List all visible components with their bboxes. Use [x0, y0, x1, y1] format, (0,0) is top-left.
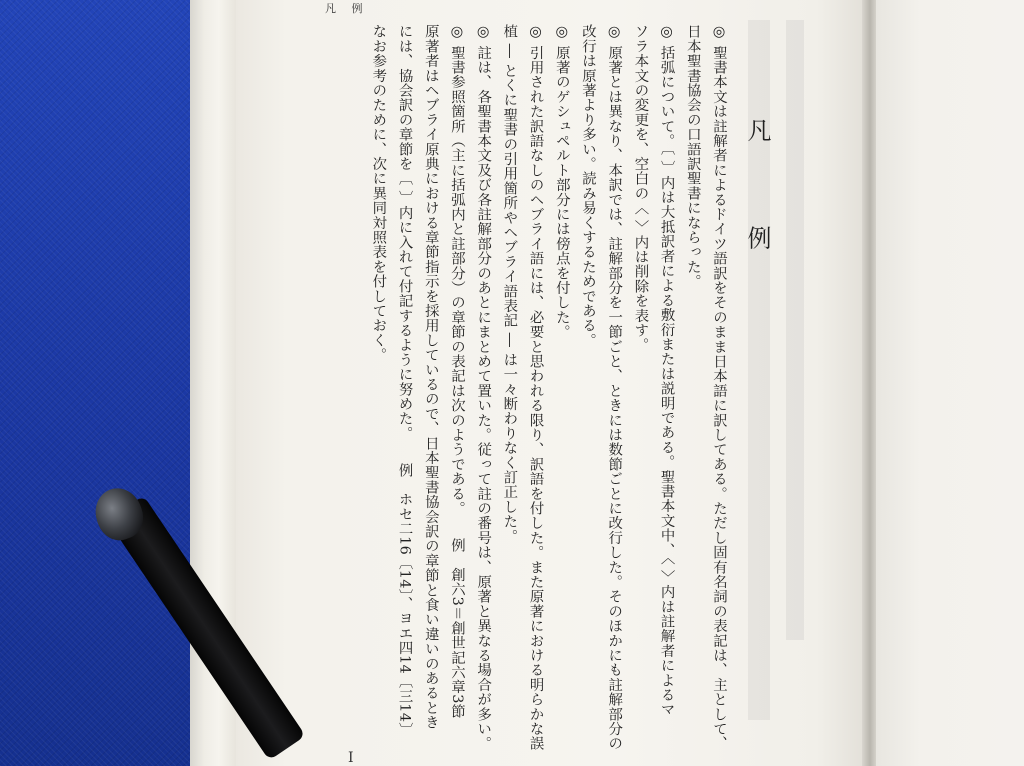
text-line: ◎ 聖書参照箇所（主に括弧内と註部分）の章節の表記は次のようである。 例 創六3＝創世記六章3節	[448, 24, 465, 719]
text-line: ◎ 註は、各聖書本文及び各註解部分のあとにまとめて置いた。従って註の番号は、原著と異なる場合が多い。	[475, 24, 492, 751]
text-line: には、協会訳の章節を〔 〕内に入れて付記するように努めた。 例 ホセ二16〔14〕、ヨエ四14〔三14〕	[396, 24, 413, 737]
text-line: ◎ 括弧について。〔 〕内は大抵訳者による敷衍または説明である。聖書本文中、〈 〉内は註解者によるマ	[658, 24, 675, 717]
text-line: 原著者はヘブライ原典における章節指示を採用しているので、日本聖書協会訳の章節と食い違いのあるとき	[422, 24, 439, 730]
text-line: なお参考のために、次に異同対照表を付しておく。	[370, 24, 387, 363]
body-text	[365, 24, 732, 751]
facing-page	[876, 0, 1024, 766]
text-line: ◎ 引用された訳語なしのヘブライ語には、必要と思われる限り、訳語を付した。また原著における明らかな誤	[527, 24, 544, 751]
text-line: ◎ 原著とは異なり、本訳では、註解部分を一節ごと、ときには数節ごとに改行した。そのほかにも註解部分の	[606, 24, 623, 751]
text-line: ◎ 聖書本文は註解者によるドイツ語訳をそのまま日本語に訳してある。ただし固有名詞の表記は、主として、	[711, 24, 727, 751]
page-title: 凡 例	[743, 118, 771, 288]
blue-cloth-background	[0, 0, 205, 766]
text-line: 日本聖書協会の口語訳聖書にならった。	[684, 24, 701, 289]
text-line: ソラ本文の変更を、空白の〈 〉内は削除を表す。	[632, 24, 649, 353]
text-line: ◎ 原著のゲシュペルト部分には傍点を付した。	[553, 24, 570, 340]
text-line: 植 ― とくに聖書の引用箇所やヘブライ語表記 ― は一々断わりなく訂正した。	[501, 24, 518, 544]
page-number: I	[348, 750, 354, 766]
text-line: 改行は原著より多い。読み易くするためである。	[579, 24, 596, 348]
running-header: 凡 例	[325, 2, 369, 15]
